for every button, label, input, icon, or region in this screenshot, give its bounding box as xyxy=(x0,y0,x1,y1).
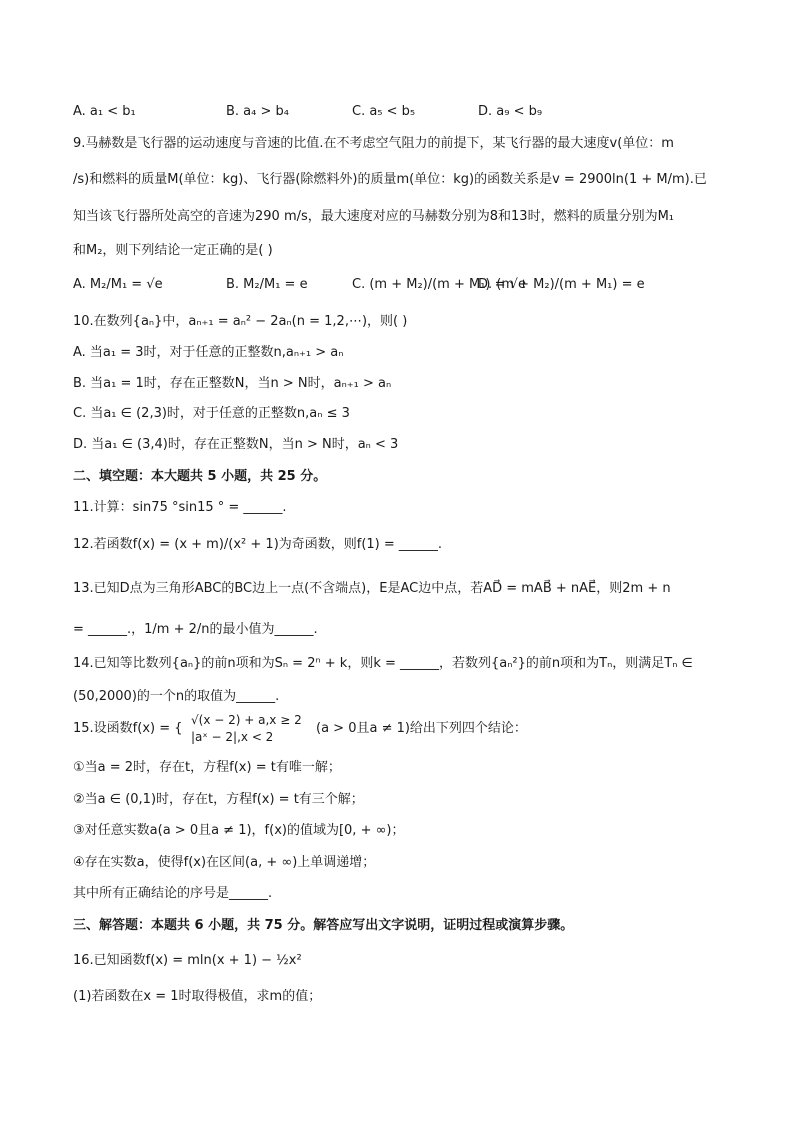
q9-line-1: 9.马赫数是飞行器的运动速度与音速的比值.在不考虑空气阻力的前提下，某飞行器的最大速度v(单位：m xyxy=(73,136,674,151)
q14-line-2: (50,2000)的一个n的取值为______. xyxy=(73,689,280,704)
q9-option-d: D. (m + M₂)/(m + M₁) = e xyxy=(478,277,645,292)
q15-item-2: ②当a ∈ (0,1)时，存在t，方程f(x) = t有三个解； xyxy=(73,792,364,807)
q8-option-b: B. a₄ > b₄ xyxy=(226,104,289,119)
q13-line-2: = ______.，1/m + 2/n的最小值为______. xyxy=(73,622,318,637)
q9-line-4: 和M₂，则下列结论一定正确的是( ) xyxy=(73,243,273,258)
q9-option-a: A. M₂/M₁ = √e xyxy=(73,277,163,292)
q13-line-1: 13.已知D点为三角形ABC的BC边上一点(不含端点)，E是AC边中点，若AD⃗ = mAB⃗ + nAE⃗，则2m + n xyxy=(73,581,671,596)
q15-case-2: |aˣ − 2|,x < 2 xyxy=(191,730,274,744)
q10-option-c: C. 当a₁ ∈ (2,3)时，对于任意的正整数n,aₙ ≤ 3 xyxy=(73,406,350,421)
section-2-heading: 二、填空题：本大题共 5 小题，共 25 分。 xyxy=(73,469,327,484)
q8-option-c: C. a₅ < b₅ xyxy=(352,104,416,119)
q15-item-4: ④存在实数a，使得f(x)在区间(a, + ∞)上单调递增； xyxy=(73,855,376,870)
q11: 11.计算：sin75 °sin15 ° = ______. xyxy=(73,500,287,515)
q15-tail: (a > 0且a ≠ 1)给出下列四个结论： xyxy=(316,721,527,736)
q15-lead: 15.设函数f(x) = { xyxy=(73,721,183,736)
q10-stem: 10.在数列{aₙ}中，aₙ₊₁ = aₙ² − 2aₙ(n = 1,2,⋯)，则( ) xyxy=(73,314,408,329)
q15-item-3: ③对任意实数a(a > 0且a ≠ 1)，f(x)的值域为[0, + ∞)； xyxy=(73,823,405,838)
q15-item-1: ①当a = 2时，存在t，方程f(x) = t有唯一解； xyxy=(73,760,341,775)
q10-option-d: D. 当a₁ ∈ (3,4)时，存在正整数N，当n > N时，aₙ < 3 xyxy=(73,437,399,452)
q10-option-a: A. 当a₁ = 3时，对于任意的正整数n,aₙ₊₁ > aₙ xyxy=(73,345,344,360)
q8-option-a: A. a₁ < b₁ xyxy=(73,104,136,119)
q9-option-b: B. M₂/M₁ = e xyxy=(226,277,308,292)
section-3-heading: 三、解答题：本题共 6 小题，共 75 分。解答应写出文字说明，证明过程或演算步骤。 xyxy=(73,918,574,933)
q12: 12.若函数f(x) = (x + m)/(x² + 1)为奇函数，则f(1) = ______. xyxy=(73,537,443,552)
q9-option-c: C. (m + M₂)/(m + M₁) = √e xyxy=(352,277,526,292)
q8-option-d: D. a₉ < b₉ xyxy=(478,104,543,119)
q15-question: 其中所有正确结论的序号是______. xyxy=(73,886,273,901)
q9-line-3: 知当该飞行器所处高空的音速为290 m/s，最大速度对应的马赫数分别为8和13时，燃料的质量分别为M₁ xyxy=(73,209,675,224)
q10-option-b: B. 当a₁ = 1时，存在正整数N，当n > N时，aₙ₊₁ > aₙ xyxy=(73,376,392,391)
q9-line-2: /s)和燃料的质量M(单位：kg)、飞行器(除燃料外)的质量m(单位：kg)的函数关系是v = 2900ln(1 + M/m).已 xyxy=(73,172,707,187)
q16-stem: 16.已知函数f(x) = mln(x + 1) − ½x² xyxy=(73,953,302,968)
q14-line-1: 14.已知等比数列{aₙ}的前n项和为Sₙ = 2ⁿ + k，则k = ______，若数列{aₙ²}的前n项和为Tₙ，则满足Tₙ ∈ xyxy=(73,656,693,671)
q15-case-1: √(x − 2) + a,x ≥ 2 xyxy=(191,713,302,727)
q16-part-1: (1)若函数在x = 1时取得极值，求m的值； xyxy=(73,989,322,1004)
